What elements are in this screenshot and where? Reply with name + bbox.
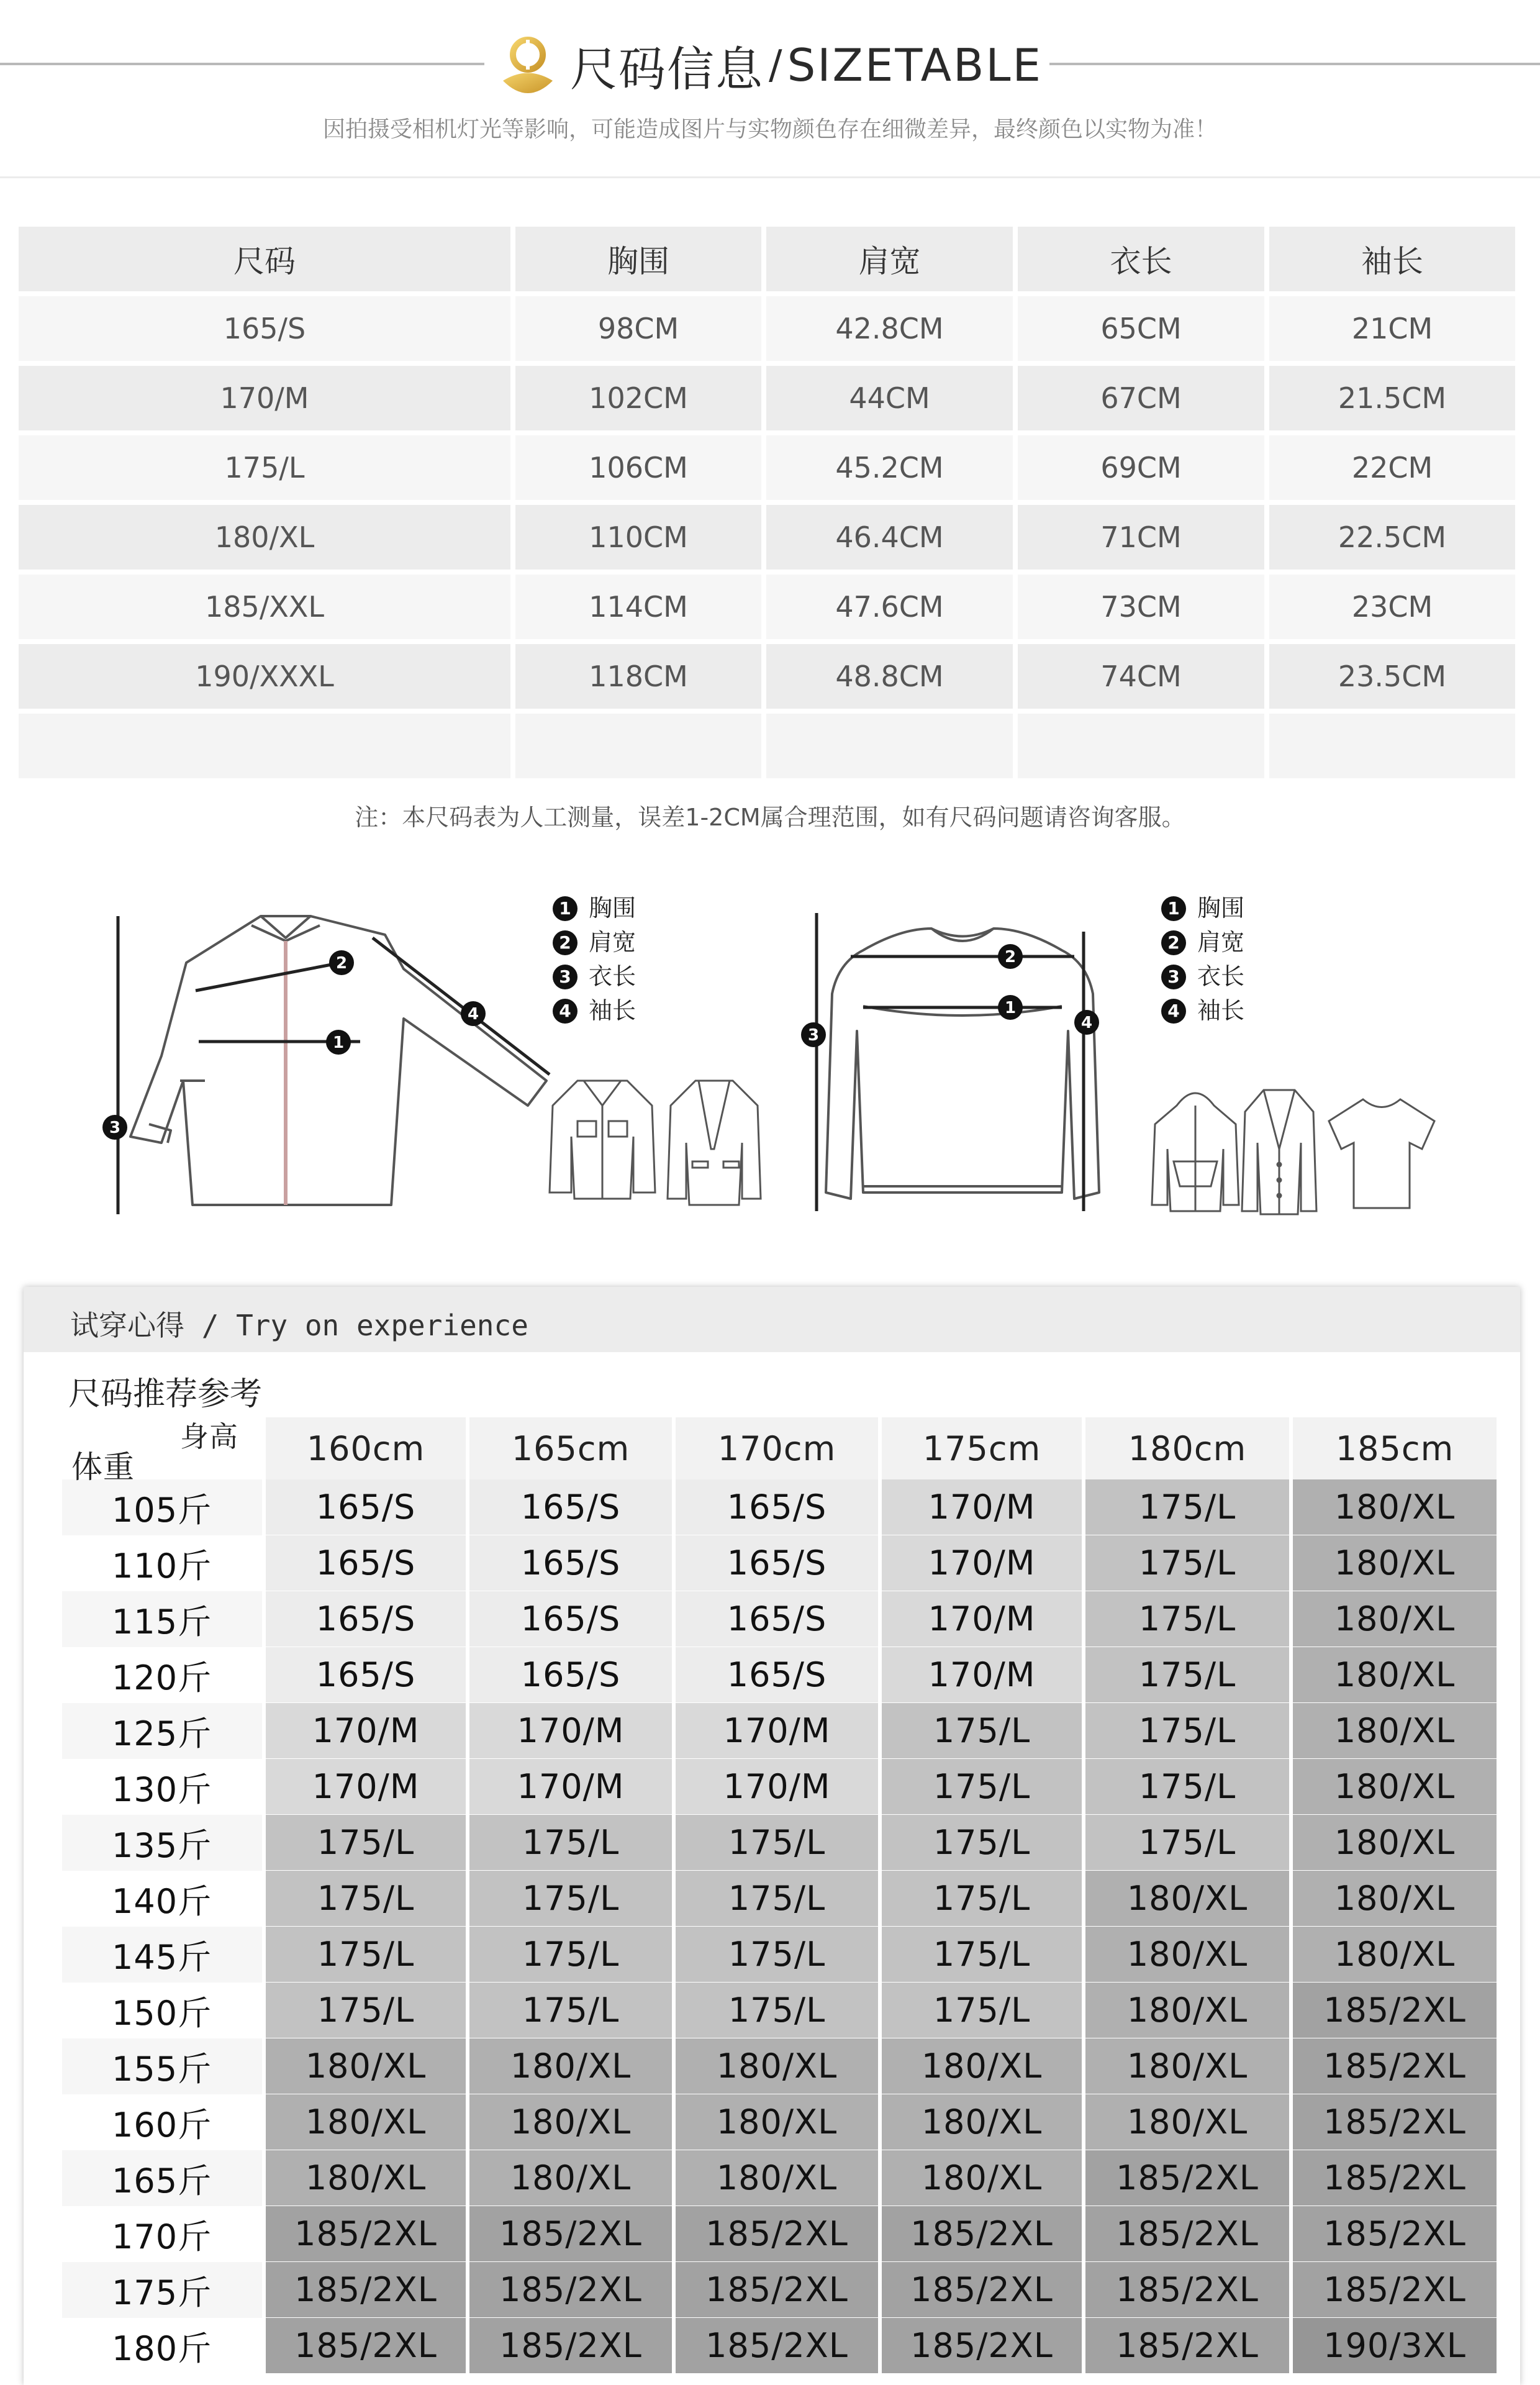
size-recommendation-cell: 175/L bbox=[469, 1927, 676, 1983]
size-recommendation-cell: 185/2XL bbox=[1293, 2206, 1497, 2262]
color-disclaimer: 因拍摄受相机灯光等影响，可能造成图片与实物颜色存在细微差异，最终颜色以实物为准！ bbox=[322, 117, 1217, 142]
header-cell: 袖长 bbox=[1269, 227, 1515, 296]
size-recommendation-cell: 175/L bbox=[882, 1871, 1085, 1927]
weight-cell: 140斤 bbox=[62, 1871, 266, 1927]
weight-cell: 180斤 bbox=[62, 2318, 266, 2374]
measure-cell: 114CM bbox=[515, 575, 766, 644]
legend-label: 衣长 bbox=[1197, 963, 1245, 990]
legend-label: 胸围 bbox=[589, 894, 636, 922]
size-recommendation-cell: 170/M bbox=[882, 1647, 1085, 1703]
size-recommendation-cell: 185/2XL bbox=[882, 2262, 1085, 2318]
size-recommendation-cell: 175/L bbox=[676, 1871, 882, 1927]
size-recommendation-cell: 185/2XL bbox=[1085, 2206, 1293, 2262]
size-recommendation-cell: 180/XL bbox=[1085, 2038, 1293, 2094]
measure-cell: 22CM bbox=[1269, 435, 1515, 505]
table-row bbox=[62, 1647, 1497, 1703]
svg-text:3: 3 bbox=[109, 1119, 121, 1137]
legend-label: 胸围 bbox=[1197, 894, 1245, 922]
size-recommendation-cell: 165/S bbox=[469, 1591, 676, 1647]
empty-cell bbox=[1018, 714, 1269, 783]
weight-cell: 130斤 bbox=[62, 1759, 266, 1815]
size-recommendation-cell: 180/XL bbox=[1293, 1703, 1497, 1759]
table-row bbox=[62, 1703, 1497, 1759]
title-en: SIZETABLE bbox=[787, 39, 1043, 91]
measure-cell: 22.5CM bbox=[1269, 505, 1515, 575]
table-row bbox=[19, 435, 1515, 505]
title-zh: 尺码信息 bbox=[570, 41, 764, 97]
size-recommendation-cell: 175/L bbox=[882, 1927, 1085, 1983]
measure-cell: 102CM bbox=[515, 366, 766, 435]
weight-cell: 155斤 bbox=[62, 2038, 266, 2094]
empty-cell bbox=[766, 714, 1018, 783]
size-recommendation-cell: 185/2XL bbox=[1293, 1983, 1497, 2038]
table-row bbox=[62, 1535, 1497, 1591]
size-recommendation-cell: 175/L bbox=[469, 1983, 676, 2038]
size-recommendation-cell: 180/XL bbox=[469, 2150, 676, 2206]
size-recommendation-cell: 175/L bbox=[676, 1815, 882, 1871]
size-recommendation-cell: 185/2XL bbox=[882, 2206, 1085, 2262]
size-recommendation-cell: 180/XL bbox=[1085, 1983, 1293, 2038]
header-line-left bbox=[0, 63, 484, 65]
measure-cell: 65CM bbox=[1018, 296, 1269, 366]
size-recommendation-cell: 165/S bbox=[266, 1591, 469, 1647]
size-cell: 185/XXL bbox=[19, 575, 515, 644]
weight-cell: 105斤 bbox=[62, 1479, 266, 1535]
size-recommendation-cell: 170/M bbox=[882, 1591, 1085, 1647]
measure-cell: 23CM bbox=[1269, 575, 1515, 644]
shirt-legend bbox=[553, 891, 636, 1028]
legend-item bbox=[553, 960, 636, 994]
measure-cell: 118CM bbox=[515, 644, 766, 714]
size-recommendation-cell: 180/XL bbox=[882, 2150, 1085, 2206]
table-row bbox=[62, 2262, 1497, 2318]
size-recommendation-cell: 180/XL bbox=[469, 2038, 676, 2094]
corner-cell bbox=[62, 1417, 266, 1485]
measure-cell: 46.4CM bbox=[766, 505, 1018, 575]
size-recommendation-cell: 170/M bbox=[676, 1759, 882, 1815]
weight-cell: 165斤 bbox=[62, 2150, 266, 2206]
table-row bbox=[62, 1927, 1497, 1983]
legend-label: 袖长 bbox=[589, 997, 636, 1024]
size-cell: 165/S bbox=[19, 296, 515, 366]
blazer-icon bbox=[664, 1068, 764, 1211]
table-row bbox=[19, 644, 1515, 714]
size-recommendation-cell: 170/M bbox=[882, 1479, 1085, 1535]
legend-item bbox=[1161, 925, 1244, 960]
size-recommendation-cell: 180/XL bbox=[266, 2094, 469, 2150]
size-recommendation-cell: 180/XL bbox=[1085, 1927, 1293, 1983]
size-recommendation-cell: 165/S bbox=[266, 1535, 469, 1591]
size-recommendation-cell: 180/XL bbox=[266, 2038, 469, 2094]
table-row bbox=[62, 1759, 1497, 1815]
header-cell: 衣长 bbox=[1018, 227, 1269, 296]
size-recommendation-cell: 170/M bbox=[469, 1703, 676, 1759]
size-recommendation-cell: 185/2XL bbox=[1293, 2094, 1497, 2150]
table-row bbox=[62, 2318, 1497, 2374]
measure-cell: 21CM bbox=[1269, 296, 1515, 366]
shirt-measurement-diagram bbox=[93, 894, 578, 1230]
measure-cell: 71CM bbox=[1018, 505, 1269, 575]
size-cell: 190/XXXL bbox=[19, 644, 515, 714]
size-recommendation-cell: 185/2XL bbox=[1085, 2318, 1293, 2374]
size-recommendation-cell: 185/2XL bbox=[1293, 2038, 1497, 2094]
size-recommendation-cell: 185/2XL bbox=[266, 2318, 469, 2374]
size-recommendation-cell: 165/S bbox=[676, 1535, 882, 1591]
svg-text:2: 2 bbox=[335, 954, 348, 973]
size-recommendation-cell: 175/L bbox=[266, 1871, 469, 1927]
size-recommendation-cell: 180/XL bbox=[676, 2150, 882, 2206]
size-recommendation-cell: 175/L bbox=[882, 1703, 1085, 1759]
height-cell: 160cm bbox=[266, 1417, 469, 1479]
legend-item bbox=[553, 994, 636, 1028]
legend-label: 肩宽 bbox=[1197, 929, 1245, 956]
measure-cell: 98CM bbox=[515, 296, 766, 366]
number-1-icon: 1 bbox=[1161, 896, 1186, 921]
size-recommendation-cell: 180/XL bbox=[1293, 1815, 1497, 1871]
size-recommendation-cell: 185/2XL bbox=[676, 2206, 882, 2262]
table-row bbox=[62, 1871, 1497, 1927]
number-4-icon: 4 bbox=[553, 999, 578, 1024]
cardigan-icon bbox=[1239, 1081, 1320, 1217]
size-recommendation-cell: 180/XL bbox=[1293, 1535, 1497, 1591]
height-cell: 180cm bbox=[1085, 1417, 1293, 1479]
size-recommendation-cell: 175/L bbox=[1085, 1815, 1293, 1871]
size-recommendation-cell: 185/2XL bbox=[469, 2206, 676, 2262]
measure-cell: 69CM bbox=[1018, 435, 1269, 505]
height-cell: 175cm bbox=[882, 1417, 1085, 1479]
try-on-panel bbox=[24, 1287, 1520, 2385]
legend-label: 衣长 bbox=[589, 963, 636, 990]
header-cell: 胸围 bbox=[515, 227, 766, 296]
size-recommendation-cell: 175/L bbox=[1085, 1591, 1293, 1647]
size-recommendation-cell: 175/L bbox=[1085, 1535, 1293, 1591]
height-cell: 170cm bbox=[676, 1417, 882, 1479]
hoodie-icon bbox=[1149, 1081, 1242, 1217]
size-recommendation-cell: 175/L bbox=[882, 1759, 1085, 1815]
size-recommendation-cell: 180/XL bbox=[1085, 1871, 1293, 1927]
size-recommendation-cell: 180/XL bbox=[1085, 2094, 1293, 2150]
size-recommendation-cell: 165/S bbox=[266, 1479, 469, 1535]
title-slash: / bbox=[769, 42, 782, 88]
size-recommendation-cell: 170/M bbox=[266, 1703, 469, 1759]
size-recommendation-cell: 185/2XL bbox=[1293, 2150, 1497, 2206]
measure-cell: 67CM bbox=[1018, 366, 1269, 435]
size-recommendation-cell: 185/2XL bbox=[676, 2318, 882, 2374]
size-recommendation-cell: 170/M bbox=[469, 1759, 676, 1815]
number-3-icon: 3 bbox=[553, 965, 578, 989]
empty-cell bbox=[1269, 714, 1515, 783]
size-recommendation-cell: 175/L bbox=[1085, 1759, 1293, 1815]
size-recommendation-cell: 185/2XL bbox=[1085, 2262, 1293, 2318]
size-recommendation-grid bbox=[62, 1417, 1497, 2374]
size-table-header bbox=[19, 227, 1515, 296]
try-on-title: 试穿心得 / Try on experience bbox=[70, 1309, 528, 1342]
measure-cell: 48.8CM bbox=[766, 644, 1018, 714]
size-recommendation-cell: 175/L bbox=[1085, 1703, 1293, 1759]
header-cell: 尺码 bbox=[19, 227, 515, 296]
legend-label: 袖长 bbox=[1197, 997, 1245, 1024]
size-cell: 170/M bbox=[19, 366, 515, 435]
legend-item bbox=[553, 891, 636, 925]
size-recommendation-cell: 175/L bbox=[1085, 1647, 1293, 1703]
size-recommendation-cell: 175/L bbox=[882, 1815, 1085, 1871]
table-row bbox=[62, 1815, 1497, 1871]
size-recommendation-cell: 175/L bbox=[469, 1871, 676, 1927]
number-2-icon: 2 bbox=[553, 930, 578, 955]
table-row bbox=[62, 2206, 1497, 2262]
svg-text:3: 3 bbox=[807, 1026, 820, 1045]
empty-cell bbox=[19, 714, 515, 783]
measure-cell: 74CM bbox=[1018, 644, 1269, 714]
gold-logo-icon bbox=[497, 31, 559, 99]
size-recommendation-cell: 175/L bbox=[266, 1927, 469, 1983]
denim-jacket-icon bbox=[546, 1068, 658, 1211]
table-row bbox=[62, 1983, 1497, 2038]
size-recommendation-cell: 165/S bbox=[469, 1647, 676, 1703]
header-cell: 肩宽 bbox=[766, 227, 1018, 296]
weight-cell: 120斤 bbox=[62, 1647, 266, 1703]
divider bbox=[0, 176, 1540, 178]
size-recommendation-cell: 180/XL bbox=[266, 2150, 469, 2206]
table-row bbox=[62, 1479, 1497, 1535]
size-recommendation-cell: 180/XL bbox=[1293, 1479, 1497, 1535]
size-recommendation-cell: 175/L bbox=[1085, 1479, 1293, 1535]
size-recommendation-cell: 185/2XL bbox=[469, 2262, 676, 2318]
size-recommendation-cell: 175/L bbox=[469, 1815, 676, 1871]
size-recommendation-cell: 170/M bbox=[676, 1703, 882, 1759]
size-recommendation-cell: 175/L bbox=[882, 1983, 1085, 2038]
legend-item bbox=[1161, 960, 1244, 994]
svg-text:1: 1 bbox=[332, 1034, 345, 1052]
weight-cell: 115斤 bbox=[62, 1591, 266, 1647]
size-recommendation-cell: 175/L bbox=[266, 1815, 469, 1871]
svg-text:4: 4 bbox=[1080, 1014, 1093, 1032]
weight-cell: 170斤 bbox=[62, 2206, 266, 2262]
measure-cell: 106CM bbox=[515, 435, 766, 505]
measure-cell: 42.8CM bbox=[766, 296, 1018, 366]
legend-item bbox=[553, 925, 636, 960]
measure-cell: 23.5CM bbox=[1269, 644, 1515, 714]
size-recommendation-cell: 180/XL bbox=[1293, 1871, 1497, 1927]
size-recommendation-cell: 170/M bbox=[266, 1759, 469, 1815]
recommendation-title: 尺码推荐参考 bbox=[68, 1376, 263, 1413]
table-row bbox=[19, 505, 1515, 575]
size-recommendation-cell: 185/2XL bbox=[469, 2318, 676, 2374]
measure-cell: 47.6CM bbox=[766, 575, 1018, 644]
weight-cell: 175斤 bbox=[62, 2262, 266, 2318]
number-4-icon: 4 bbox=[1161, 999, 1186, 1024]
tshirt-icon bbox=[1326, 1093, 1438, 1211]
weight-cell: 145斤 bbox=[62, 1927, 266, 1983]
svg-text:1: 1 bbox=[1004, 999, 1017, 1017]
weight-cell: 125斤 bbox=[62, 1703, 266, 1759]
size-recommendation-cell: 175/L bbox=[266, 1983, 469, 2038]
size-recommendation-cell: 165/S bbox=[266, 1647, 469, 1703]
size-recommendation-cell: 185/2XL bbox=[266, 2262, 469, 2318]
try-on-header bbox=[24, 1287, 1520, 1352]
table-row bbox=[62, 2150, 1497, 2206]
svg-text:4: 4 bbox=[467, 1005, 479, 1024]
measure-cell: 44CM bbox=[766, 366, 1018, 435]
weight-cell: 110斤 bbox=[62, 1535, 266, 1591]
legend-item bbox=[1161, 891, 1244, 925]
page-title bbox=[497, 25, 1043, 106]
size-recommendation-cell: 185/2XL bbox=[1085, 2150, 1293, 2206]
size-recommendation-cell: 185/2XL bbox=[266, 2206, 469, 2262]
size-recommendation-cell: 180/XL bbox=[469, 2094, 676, 2150]
legend-item bbox=[1161, 994, 1244, 1028]
size-recommendation-cell: 175/L bbox=[676, 1927, 882, 1983]
table-row bbox=[19, 575, 1515, 644]
size-recommendation-cell: 180/XL bbox=[882, 2094, 1085, 2150]
size-recommendation-cell: 180/XL bbox=[882, 2038, 1085, 2094]
size-recommendation-cell: 165/S bbox=[676, 1591, 882, 1647]
size-recommendation-cell: 190/3XL bbox=[1293, 2318, 1497, 2374]
size-recommendation-cell: 180/XL bbox=[1293, 1927, 1497, 1983]
size-cell: 180/XL bbox=[19, 505, 515, 575]
corner-weight-label: 体重 bbox=[71, 1449, 135, 1485]
measure-cell: 73CM bbox=[1018, 575, 1269, 644]
size-recommendation-cell: 180/XL bbox=[676, 2038, 882, 2094]
sweater-legend bbox=[1161, 891, 1244, 1028]
size-recommendation-cell: 165/S bbox=[469, 1535, 676, 1591]
size-table bbox=[19, 227, 1515, 783]
table-row-empty bbox=[19, 714, 1515, 783]
size-recommendation-cell: 180/XL bbox=[1293, 1647, 1497, 1703]
table-row bbox=[19, 366, 1515, 435]
size-recommendation-cell: 180/XL bbox=[1293, 1591, 1497, 1647]
size-recommendation-cell: 165/S bbox=[676, 1647, 882, 1703]
sweater-measurement-diagram bbox=[795, 894, 1143, 1230]
size-recommendation-cell: 170/M bbox=[882, 1535, 1085, 1591]
size-recommendation-cell: 165/S bbox=[676, 1479, 882, 1535]
weight-cell: 150斤 bbox=[62, 1983, 266, 2038]
size-recommendation-cell: 165/S bbox=[469, 1479, 676, 1535]
weight-cell: 160斤 bbox=[62, 2094, 266, 2150]
size-recommendation-cell: 175/L bbox=[676, 1983, 882, 2038]
size-recommendation-cell: 185/2XL bbox=[882, 2318, 1085, 2374]
number-2-icon: 2 bbox=[1161, 930, 1186, 955]
size-recommendation-cell: 180/XL bbox=[1293, 1759, 1497, 1815]
height-cell: 185cm bbox=[1293, 1417, 1497, 1479]
size-cell: 175/L bbox=[19, 435, 515, 505]
corner-height-label: 身高 bbox=[180, 1420, 238, 1453]
number-1-icon: 1 bbox=[553, 896, 578, 921]
table-row bbox=[19, 296, 1515, 366]
weight-cell: 135斤 bbox=[62, 1815, 266, 1871]
size-recommendation-cell: 185/2XL bbox=[676, 2262, 882, 2318]
size-recommendation-cell: 185/2XL bbox=[1293, 2262, 1497, 2318]
measurement-note: 注：本尺码表为人工测量，误差1-2CM属合理范围，如有尺码问题请咨询客服。 bbox=[355, 804, 1185, 831]
legend-label: 肩宽 bbox=[589, 929, 636, 956]
table-row bbox=[62, 2038, 1497, 2094]
height-cell: 165cm bbox=[469, 1417, 676, 1479]
header-line-right bbox=[1049, 63, 1540, 65]
empty-cell bbox=[515, 714, 766, 783]
svg-text:2: 2 bbox=[1004, 948, 1017, 966]
measure-cell: 21.5CM bbox=[1269, 366, 1515, 435]
table-row bbox=[62, 1591, 1497, 1647]
number-3-icon: 3 bbox=[1161, 965, 1186, 989]
height-header-row bbox=[62, 1417, 1497, 1485]
size-recommendation-cell: 180/XL bbox=[676, 2094, 882, 2150]
measure-cell: 45.2CM bbox=[766, 435, 1018, 505]
table-row bbox=[62, 2094, 1497, 2150]
measure-cell: 110CM bbox=[515, 505, 766, 575]
